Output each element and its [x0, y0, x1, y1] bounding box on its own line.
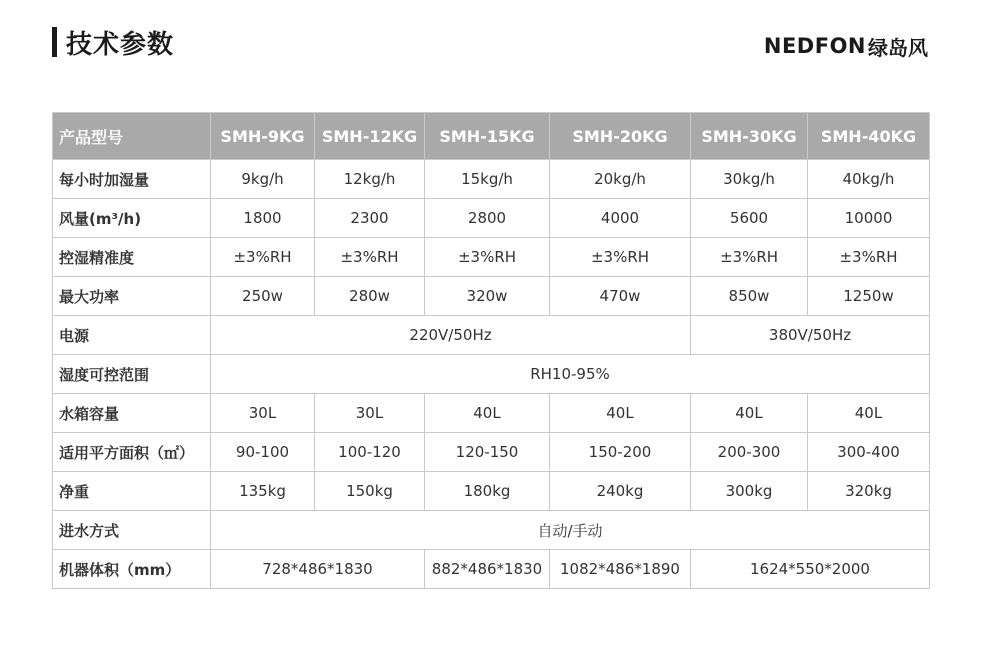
table-cell: 380V/50Hz [691, 316, 930, 355]
table-cell: RH10-95% [211, 355, 930, 394]
row-label: 控湿精准度 [53, 238, 211, 277]
table-cell: 150-200 [550, 433, 691, 472]
table-cell: 30kg/h [691, 160, 808, 199]
table-cell: 1250w [808, 277, 930, 316]
table-cell: 30L [211, 394, 315, 433]
row-label: 水箱容量 [53, 394, 211, 433]
table-cell: 2800 [425, 199, 550, 238]
table-cell: 280w [315, 277, 425, 316]
spec-table [52, 112, 930, 589]
model-header-label: 产品型号 [53, 113, 211, 160]
table-cell: 300kg [691, 472, 808, 511]
table-cell: 5600 [691, 199, 808, 238]
table-cell: 90-100 [211, 433, 315, 472]
model-header: SMH-30KG [691, 113, 808, 160]
row-label: 最大功率 [53, 277, 211, 316]
table-cell: 1800 [211, 199, 315, 238]
table-header-row [53, 113, 930, 160]
table-cell: 1082*486*1890 [550, 550, 691, 589]
table-cell: 250w [211, 277, 315, 316]
table-cell: 220V/50Hz [211, 316, 691, 355]
table-row [53, 433, 930, 472]
brand-name-latin: NEDFON [763, 34, 866, 58]
table-cell: 15kg/h [425, 160, 550, 199]
table-cell: 882*486*1830 [425, 550, 550, 589]
table-row [53, 511, 930, 550]
model-header: SMH-9KG [211, 113, 315, 160]
table-cell: 728*486*1830 [211, 550, 425, 589]
table-row [53, 472, 930, 511]
model-header: SMH-20KG [550, 113, 691, 160]
table-row [53, 199, 930, 238]
table-cell: 9kg/h [211, 160, 315, 199]
table-cell: 2300 [315, 199, 425, 238]
table-cell: 40L [808, 394, 930, 433]
model-header: SMH-40KG [808, 113, 930, 160]
table-cell: 12kg/h [315, 160, 425, 199]
table-row [53, 316, 930, 355]
table-cell: 1624*550*2000 [691, 550, 930, 589]
table-cell: 180kg [425, 472, 550, 511]
page-title: 技术参数 [66, 29, 175, 60]
table-cell: 240kg [550, 472, 691, 511]
table-cell: ±3%RH [691, 238, 808, 277]
model-header: SMH-15KG [425, 113, 550, 160]
row-label: 进水方式 [53, 511, 211, 550]
table-cell: ±3%RH [808, 238, 930, 277]
title-accent-bar [52, 27, 57, 57]
row-label: 净重 [53, 472, 211, 511]
table-row [53, 238, 930, 277]
table-cell: 4000 [550, 199, 691, 238]
table-cell: 320kg [808, 472, 930, 511]
table-row [53, 277, 930, 316]
table-cell: 30L [315, 394, 425, 433]
table-cell: ±3%RH [425, 238, 550, 277]
table-cell: 10000 [808, 199, 930, 238]
table-cell: 20kg/h [550, 160, 691, 199]
table-cell: 150kg [315, 472, 425, 511]
table-cell: 135kg [211, 472, 315, 511]
table-cell: 200-300 [691, 433, 808, 472]
table-cell: 40L [425, 394, 550, 433]
model-header: SMH-12KG [315, 113, 425, 160]
table-cell: 40L [550, 394, 691, 433]
brand-name-chinese: 绿岛风 [868, 35, 928, 60]
table-cell: 470w [550, 277, 691, 316]
table-cell: ±3%RH [550, 238, 691, 277]
table-cell: ±3%RH [211, 238, 315, 277]
row-label: 机器体积（mm） [53, 550, 211, 589]
table-cell: 40kg/h [808, 160, 930, 199]
table-cell: 320w [425, 277, 550, 316]
brand-logo [764, 30, 928, 62]
table-cell: 300-400 [808, 433, 930, 472]
table-cell: 850w [691, 277, 808, 316]
table-cell: ±3%RH [315, 238, 425, 277]
table-cell: 100-120 [315, 433, 425, 472]
row-label: 每小时加湿量 [53, 160, 211, 199]
table-cell: 120-150 [425, 433, 550, 472]
row-label: 风量(m³/h) [53, 199, 211, 238]
row-label: 湿度可控范围 [53, 355, 211, 394]
row-label: 适用平方面积（㎡） [53, 433, 211, 472]
table-row [53, 160, 930, 199]
table-cell: 自动/手动 [211, 511, 930, 550]
page-header [52, 26, 174, 58]
spec-table-body [53, 160, 930, 589]
table-row [53, 394, 930, 433]
table-cell: 40L [691, 394, 808, 433]
table-row [53, 550, 930, 589]
table-row [53, 355, 930, 394]
row-label: 电源 [53, 316, 211, 355]
